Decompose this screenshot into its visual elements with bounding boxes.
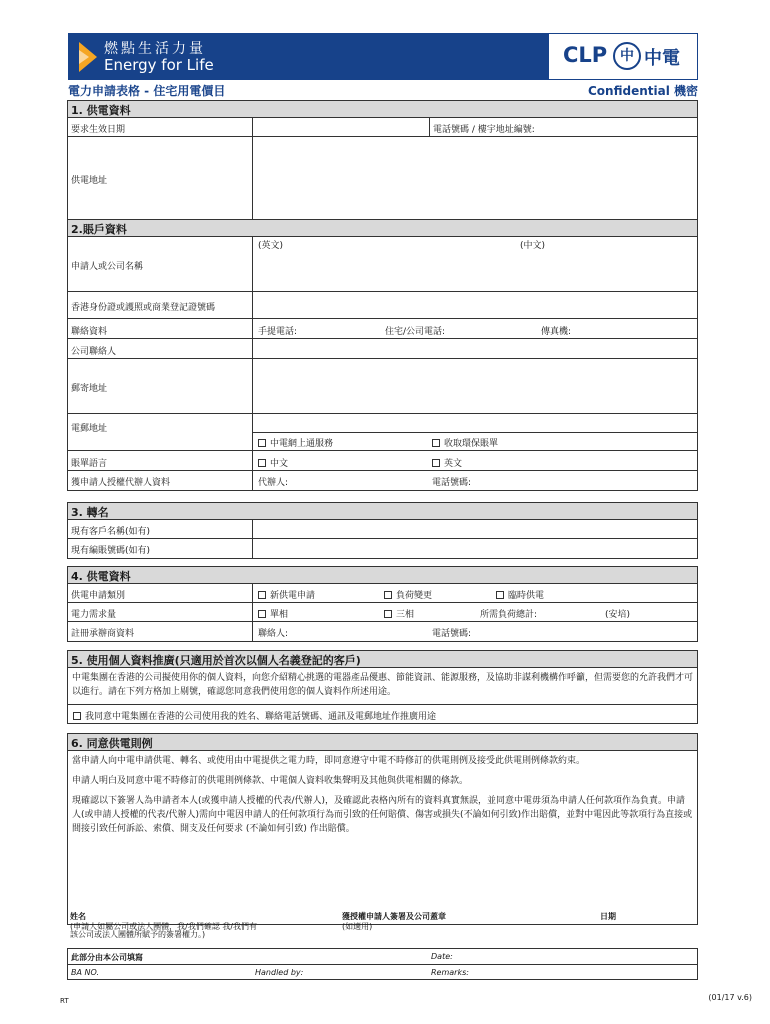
label-fax: 傳真機:	[541, 327, 572, 337]
row-applicant-name	[68, 237, 697, 292]
clp-logo	[548, 33, 698, 80]
label-date: 日期	[600, 912, 616, 921]
option-marketing-consent[interactable]: 我同意中電集團在香港的公司使用我的姓名、聯絡電話號碼、通訊及電郵地址作推廣用途	[73, 709, 436, 722]
option-english[interactable]: 英文	[432, 456, 462, 469]
clp-flame-icon	[79, 42, 97, 72]
clp-logo-circle-icon: 中	[613, 42, 641, 70]
ebill-checkbox[interactable]	[432, 439, 440, 447]
section-personal-data	[67, 650, 698, 724]
label-agent-info: 獲申請人授權代辦人資料	[71, 478, 171, 488]
label-home-office-phone: 住宅/公司電話:	[385, 327, 446, 337]
row-effective-date	[68, 118, 697, 137]
label-contractor-phone: 電話號碼:	[432, 629, 472, 639]
section-5-title: 5. 使用個人資料推廣(只適用於首次以個人名義登記的客戶)	[68, 651, 697, 668]
label-existing-account: 現有編賬號碼(如有)	[71, 546, 151, 556]
label-application-type: 供電申請類別	[71, 591, 126, 601]
option-ebill[interactable]: 收取環保賬單	[432, 436, 498, 449]
single-phase-checkbox[interactable]	[258, 610, 266, 618]
section-4-title: 4. 供電資料	[68, 567, 697, 584]
row-consent	[68, 705, 697, 723]
row-supply-address	[68, 137, 697, 222]
row-id-number	[68, 292, 697, 319]
label-supply-address: 供電地址	[71, 176, 108, 186]
label-amps: (安培)	[605, 610, 631, 620]
option-load-change[interactable]: 負荷變更	[384, 588, 432, 601]
label-total-load: 所需負荷總計:	[480, 610, 538, 620]
option-three-phase[interactable]: 三相	[384, 607, 414, 620]
row-contact	[68, 319, 697, 339]
section-supply-rules	[67, 733, 698, 925]
section-account-info	[67, 219, 698, 491]
existing-account-field[interactable]	[254, 540, 694, 556]
label-bill-language: 賬單語言	[71, 459, 108, 469]
footer-code: RT	[60, 997, 69, 1005]
slogan-chinese: 燃點生活力量	[104, 41, 206, 57]
office-handled-by-label: Handled by:	[255, 968, 304, 977]
marketing-consent-checkbox[interactable]	[73, 712, 81, 720]
supply-rules-paragraph-2: 申請人明白及同意中電不時修訂的供電則例條款、中電個人資料收集聲明及其他與供電相關的條款。	[72, 776, 469, 786]
office-remarks-label: Remarks:	[431, 968, 469, 977]
row-company-contact	[68, 339, 697, 359]
label-english: (英文)	[258, 241, 284, 251]
supply-rules-paragraph-1: 當申請人向中電申請供電、轉名、或使用由中電提供之電力時，即同意遵守中電不時修訂的供電則例及接受此供電則例條款約束。	[72, 756, 586, 766]
header-banner	[68, 33, 698, 80]
row-existing-name	[68, 520, 697, 539]
authorized-signature-note: (如適用)	[342, 922, 373, 931]
label-id-number: 香港身份證或護照或商業登記證號碼	[71, 303, 216, 313]
three-phase-checkbox[interactable]	[384, 610, 392, 618]
option-chinese[interactable]: 中文	[258, 456, 288, 469]
confidential-label: Confidential 機密	[588, 84, 698, 98]
label-contact: 聯絡資料	[71, 327, 108, 337]
company-contact-field[interactable]	[254, 341, 694, 357]
clp-logo-chinese: 中電	[644, 48, 680, 69]
row-personal-data-text	[68, 668, 697, 705]
row-agent-info	[68, 471, 697, 490]
label-mobile: 手提電話:	[258, 327, 298, 337]
load-change-checkbox[interactable]	[384, 591, 392, 599]
section-1-title: 1. 供電資料	[68, 101, 697, 118]
row-postal-address	[68, 359, 697, 414]
effective-date-field[interactable]	[254, 119, 426, 135]
postal-address-field[interactable]	[254, 361, 694, 411]
supply-address-field[interactable]	[254, 139, 694, 219]
label-demand: 電力需求量	[71, 610, 117, 620]
name-note: (申請人如屬公司或法人團體，我/我們確認 我/我們有該公司或法人團體所賦予的簽署權力。)	[70, 922, 258, 939]
temporary-checkbox[interactable]	[496, 591, 504, 599]
slogan-english: Energy for Life	[104, 56, 214, 74]
label-agent: 代辦人:	[258, 478, 289, 488]
label-postal-address: 郵寄地址	[71, 384, 108, 394]
label-existing-name: 現有客戶名稱(如有)	[71, 527, 151, 537]
clp-logo-text: CLP	[563, 43, 608, 67]
label-chinese: (中文)	[520, 241, 546, 251]
section-transfer	[67, 502, 698, 559]
section-3-title: 3. 轉名	[68, 503, 697, 520]
row-existing-account	[68, 539, 697, 558]
id-number-field[interactable]	[254, 294, 694, 316]
existing-name-field[interactable]	[254, 521, 694, 537]
option-online-service[interactable]: 中電網上通服務	[258, 436, 333, 449]
label-effective-date: 要求生效日期	[71, 125, 126, 135]
label-email: 電郵地址	[71, 424, 108, 434]
section-6-title: 6. 同意供電則例	[68, 734, 697, 751]
row-demand	[68, 603, 697, 622]
row-application-type	[68, 584, 697, 603]
section-supply-details	[67, 566, 698, 642]
label-contractor: 註冊承辦商資料	[71, 629, 135, 639]
form-title: 電力申請表格 - 住宅用電價目	[68, 84, 226, 98]
personal-data-paragraph: 中電集團在香港的公司擬使用你的個人資料，向您介紹精心挑選的電器產品優惠、節能資訊、能源服務，及協助非謀利機構作呼籲，但需要您的允許我們才可以進行。請在下列方格加上剔號，確認您同意我們使用您的個人資料作所述用途。	[72, 673, 694, 697]
option-new-supply[interactable]: 新供電申請	[258, 588, 315, 601]
option-temporary[interactable]: 臨時供電	[496, 588, 544, 601]
office-ba-no-label: BA NO.	[71, 968, 100, 977]
row-email	[68, 414, 697, 451]
footer-version: (01/17 v.6)	[708, 993, 752, 1002]
row-contractor	[68, 622, 697, 641]
label-agent-phone: 電話號碼:	[432, 478, 472, 488]
office-date-label: Date:	[431, 952, 453, 961]
office-use-title: 此部分由本公司填寫	[71, 953, 143, 962]
label-contact-person: 聯絡人:	[258, 629, 289, 639]
label-applicant-name: 申請人或公司名稱	[71, 262, 144, 272]
label-company-contact: 公司聯絡人	[71, 347, 117, 357]
chinese-checkbox[interactable]	[258, 459, 266, 467]
office-use-box	[67, 948, 698, 980]
applicant-name-field[interactable]	[254, 249, 694, 289]
english-checkbox[interactable]	[432, 459, 440, 467]
new-supply-checkbox[interactable]	[258, 591, 266, 599]
row-bill-language	[68, 451, 697, 471]
section-2-title: 2.賬戶資料	[68, 220, 697, 237]
online-service-checkbox[interactable]	[258, 439, 266, 447]
label-phone-account: 電話號碼 / 樓宇地址編號:	[433, 125, 535, 135]
option-single-phase[interactable]: 單相	[258, 607, 288, 620]
section-supply-info	[67, 100, 698, 223]
supply-rules-paragraph-3: 現確認以下簽署人為申請者本人(或獲申請人授權的代表/代辦人)，及確認此表格內所有的資料真實無誤，並同意中電毋須為申請人任何款項作為負責。申請人(或申請人授權的代表/代辦人)需向中電因申請人的任何款項行為而引致的任何賠償、傷害或損失(不論如何引致)作出賠償，並對中電因此等款項行為直接或間接引致任何訴訟、索償、開支及任何要求 (不論如何引致) 作出賠償。	[72, 796, 693, 834]
label-authorized-signature: 獲授權申請人簽署及公司蓋章	[342, 912, 446, 921]
label-name: 姓名	[70, 912, 86, 921]
